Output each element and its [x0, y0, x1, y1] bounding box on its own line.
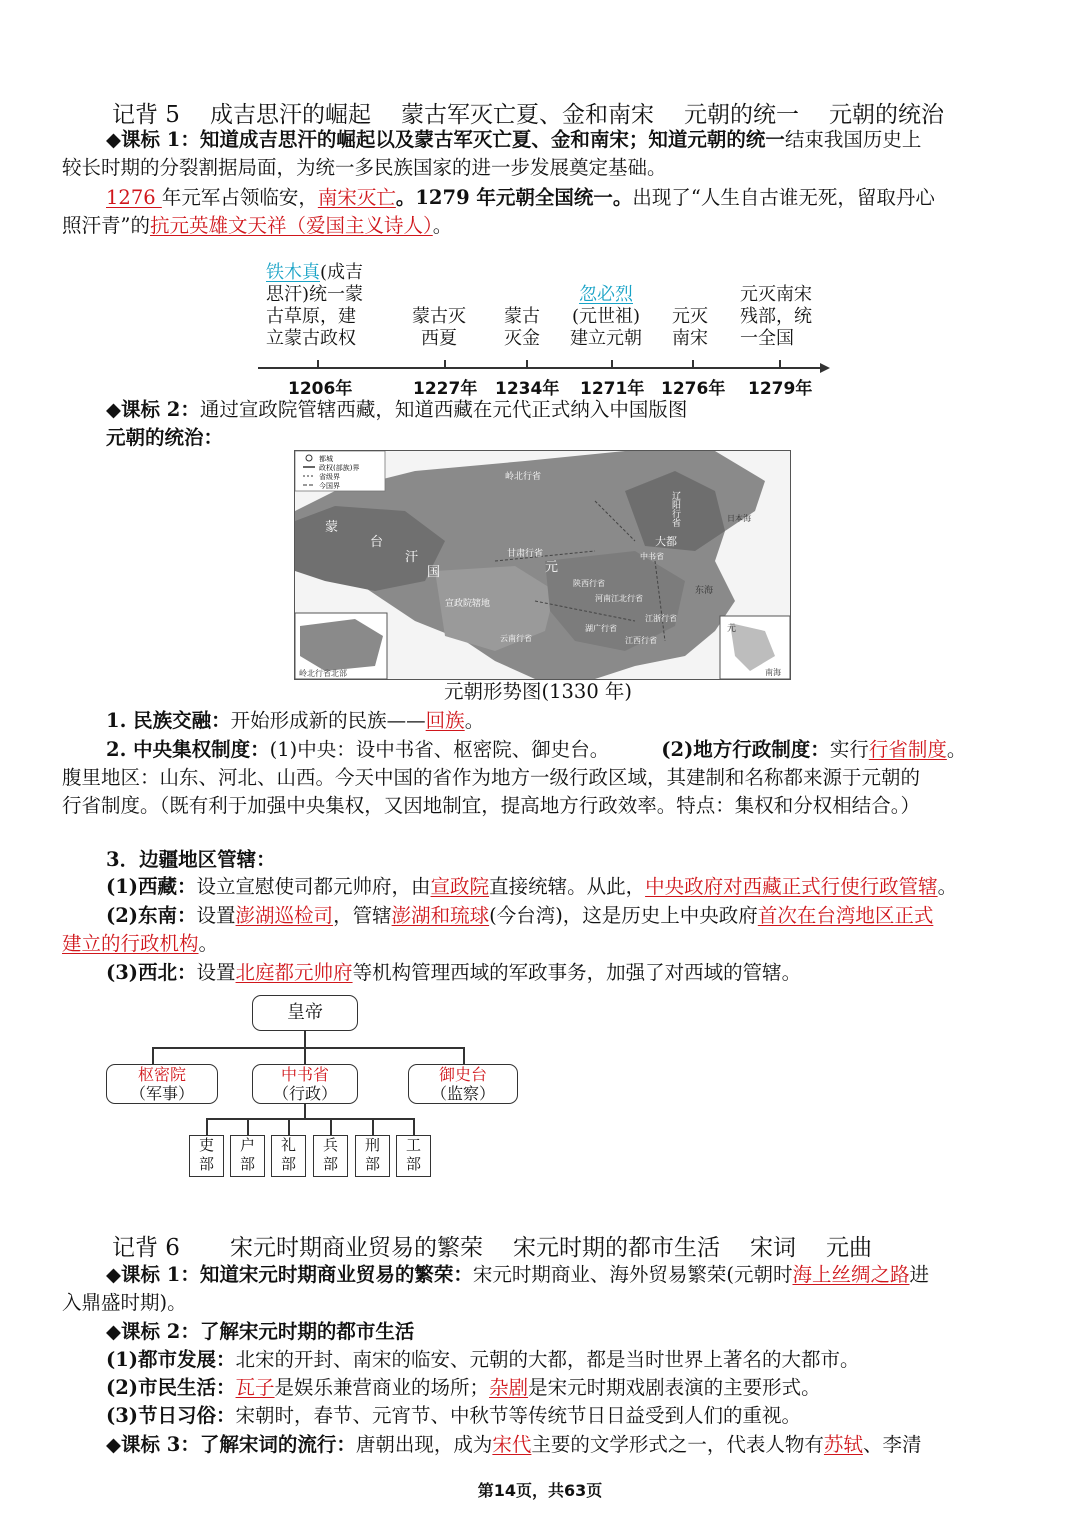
frontier-southeast-line2: [62, 930, 218, 958]
event-text: 灭金: [504, 328, 540, 349]
map-label: 陕西行省: [573, 579, 605, 588]
org-role: （监察）: [430, 1084, 495, 1103]
rule-heading: 元朝的统治：: [106, 426, 224, 449]
text: 进: [909, 1263, 930, 1286]
text: 出现了“人生自古谁无死，留取丹心: [632, 186, 935, 209]
org-zhongshu: [252, 1064, 358, 1104]
standard-label: ◆课标 1：: [106, 1263, 200, 1286]
highlight-su-shi: 苏轼: [823, 1433, 863, 1456]
map-label: 湖广行省: [585, 624, 617, 633]
section5-title-part: 成吉思汗的崛起: [209, 102, 371, 128]
map-label: 江浙行省: [645, 614, 677, 623]
map-label: 南海: [765, 668, 781, 677]
item-centralization-line3: 行省制度。（既有利于加强中央集权，又因地制宜，提高地方行政效率。特点：集权和分权相结合。）: [62, 794, 921, 817]
highlight-maritime-silk-road: 海上丝绸之路: [792, 1263, 910, 1286]
temujin-name: 铁木真: [266, 262, 320, 283]
text: 照汗青”的: [62, 214, 150, 237]
dept-char: 部: [364, 1155, 380, 1173]
highlight-song-dynasty: 宋代: [492, 1433, 532, 1456]
s6-standard-1: [106, 1261, 929, 1289]
standard-2: [106, 396, 687, 424]
s6-life: [106, 1374, 821, 1402]
text: 设置: [196, 961, 236, 984]
text: 宋元时期商业、海外贸易繁荣(元朝时: [472, 1263, 793, 1286]
org-label: 枢密院: [137, 1065, 186, 1084]
dept-char: 刑: [364, 1136, 380, 1154]
timeline-year: 1276年: [661, 379, 726, 399]
dept-char: 部: [322, 1155, 338, 1173]
text-bold: 了解宋词的流行：: [199, 1433, 356, 1456]
event-text: 建立元朝: [570, 328, 642, 349]
text: 。: [198, 932, 219, 955]
text: ，管辖: [333, 904, 392, 927]
map-caption: 元朝形势图(1330 年): [444, 680, 633, 703]
text: 开始形成新的民族——: [230, 709, 426, 732]
standard-label: ◆课标 3：: [106, 1433, 200, 1456]
standard-label: ◆课标 2：: [106, 398, 200, 421]
text: (1)中央：设中书省、枢密院、御史台。: [269, 738, 610, 761]
highlight-admin-body: 建立的行政机构: [62, 932, 199, 955]
section6-title: [112, 1229, 872, 1262]
standard-text-rest: 结束我国历史上: [784, 128, 922, 151]
text-bold: 知道宋元时期商业贸易的繁荣：: [199, 1263, 473, 1286]
highlight-penghu-liuqiu: 澎湖和琉球: [391, 904, 490, 927]
timeline-year: 1271年: [580, 379, 645, 399]
item-label: (1)都市发展：: [106, 1348, 236, 1371]
dept-li-personnel: [189, 1135, 224, 1177]
org-connector: [413, 1118, 415, 1135]
text: 是娱乐兼营商业的场所；: [274, 1376, 490, 1399]
text: 。: [937, 875, 958, 898]
timeline-year: 1206年: [288, 379, 353, 399]
org-connector: [152, 1047, 154, 1065]
dept-char: 工: [405, 1136, 421, 1154]
standard-text: 知道成吉思汗的崛起以及蒙古军灭亡夏、金和南宋；知道元朝的统一: [199, 128, 785, 151]
map-label: 中书省: [640, 552, 664, 561]
org-connector: [206, 1118, 414, 1120]
map-label: 云南行省: [500, 634, 532, 643]
dept-gong-works: [396, 1135, 431, 1177]
text: 直接统辖。从此，: [489, 875, 646, 898]
timeline-year: 1227年: [413, 379, 478, 399]
section5-title-prefix: 记背 5: [112, 102, 180, 128]
dept-char: 部: [280, 1155, 296, 1173]
map-label: 宣政院辖地: [445, 599, 491, 609]
dept-char: 部: [405, 1155, 421, 1173]
map-label: 河南江北行省: [595, 594, 643, 603]
item-label: 2. 中央集权制度：: [106, 738, 270, 761]
highlight-tibet-admin: 中央政府对西藏正式行使行政管辖: [645, 875, 938, 898]
text: 宋朝时，春节、元宵节、中秋节等传统节日日益受到人们的重视。: [235, 1404, 802, 1427]
dept-bing-war: [313, 1135, 348, 1177]
highlight-year: 1276: [106, 186, 162, 209]
timeline-year: 1279年: [748, 379, 813, 399]
map-legend: 今国界: [319, 482, 340, 490]
org-connector: [304, 1047, 306, 1065]
item-centralization: [106, 736, 966, 764]
standard-label: ◆课标 2：: [106, 1320, 200, 1343]
item-ethnic-fusion: [106, 707, 484, 735]
org-connector: [247, 1118, 249, 1135]
section5-title-part: 元朝的统一: [683, 102, 799, 128]
s6-standard-1-line2: 入鼎盛时期)。: [62, 1291, 187, 1314]
frontier-northwest: [106, 959, 801, 987]
text: (今台湾)，这是历史上中央政府: [489, 904, 758, 927]
map-legend: 政权(部族)界: [319, 464, 360, 472]
org-connector: [330, 1118, 332, 1135]
map-label: 辽阳行省: [670, 491, 680, 527]
highlight-xuanzheng: 宣政院: [430, 875, 490, 898]
item-label: (2)市民生活：: [106, 1376, 236, 1399]
text: 实行: [829, 738, 869, 761]
highlight-zaju: 杂剧: [489, 1376, 529, 1399]
map-legend: 都城: [319, 455, 333, 463]
event-text: (元世祖): [571, 306, 641, 327]
map-drawing: [295, 451, 790, 679]
map-label: 大都: [655, 535, 677, 548]
standard-1-line2: 较长时期的分裂割据局面，为统一多民族国家的进一步发展奠定基础。: [62, 156, 667, 179]
text: 。: [432, 214, 453, 237]
highlight-song-fall: 南宋灭亡: [317, 186, 396, 209]
org-connector: [288, 1118, 290, 1135]
standard-text: 了解宋元时期的都市生活: [199, 1320, 415, 1343]
highlight-beiting: 北庭都元帅府: [235, 961, 353, 984]
map-label: 蒙: [325, 520, 339, 535]
event-text: 一全国: [740, 328, 794, 349]
map-label: 日本海: [727, 514, 751, 523]
map-label: 台: [370, 535, 384, 550]
text: 。: [464, 709, 485, 732]
event-text: 蒙古灭: [412, 306, 466, 327]
event-text: 蒙古: [504, 306, 540, 327]
org-role: （行政）: [272, 1084, 337, 1103]
timeline-axis: [0, 0, 1080, 400]
s6-standard-3: [106, 1431, 921, 1459]
dept-char: 礼: [280, 1136, 296, 1154]
event-text: 立蒙古政权: [266, 328, 356, 349]
page-footer: 第14页，共63页: [477, 1481, 603, 1500]
text-bold: 。1279 年元朝全国统一。: [395, 186, 633, 209]
map-label: 国: [427, 565, 441, 580]
item-frontier: 3．边疆地区管辖：: [106, 848, 276, 871]
org-label: 御史台: [438, 1065, 487, 1084]
org-connector: [304, 1103, 306, 1119]
s6-city: [106, 1346, 860, 1374]
item-label: (3)节日习俗：: [106, 1404, 236, 1427]
highlight-wen-tianxiang: 抗元英雄文天祥（爱国主义诗人）: [149, 214, 433, 237]
map-label: 元: [727, 624, 737, 634]
map-label: 岭北行省: [505, 472, 542, 482]
yuan-dynasty-map: [294, 450, 791, 680]
standard-text: 通过宣政院管辖西藏，知道西藏在元代正式纳入中国版图: [199, 398, 688, 421]
event-text: 南宋: [672, 328, 708, 349]
dept-char: 户: [239, 1136, 255, 1154]
s6-standard-2: [106, 1318, 414, 1346]
text: 、李清: [862, 1433, 922, 1456]
org-connector: [304, 1030, 306, 1048]
item-centralization-line2: 腹里地区：山东、河北、山西。今天中国的省作为地方一级行政区域，其建制和名称都来源于元朝的: [62, 766, 921, 789]
section6-title-part: 宋词: [749, 1235, 796, 1261]
dept-char: 部: [239, 1155, 255, 1173]
text: 设立宣慰使司都元帅府，由: [196, 875, 431, 898]
text: 等机构管理西域的军政事务，加强了对西域的管辖。: [352, 961, 802, 984]
highlight-hui: 回族: [425, 709, 465, 732]
dept-char: 吏: [198, 1136, 214, 1154]
dept-char: 部: [198, 1155, 214, 1173]
s6-festival: [106, 1402, 801, 1430]
text: 。: [946, 738, 967, 761]
org-connector: [463, 1047, 465, 1065]
text: 主要的文学形式之一，代表人物有: [531, 1433, 824, 1456]
org-connector: [152, 1047, 464, 1049]
frontier-tibet: [106, 873, 957, 901]
item-label: (1)西藏：: [106, 875, 197, 898]
map-label: 岭北行省北部: [299, 669, 347, 678]
org-connector: [206, 1118, 208, 1135]
map-label: 甘肃行省: [507, 549, 544, 559]
timeline-year: 1234年: [495, 379, 560, 399]
event-text: 残部，统: [740, 306, 812, 327]
item-label: (2)东南：: [106, 904, 197, 927]
org-emperor: [252, 995, 358, 1031]
highlight-wazi: 瓦子: [235, 1376, 275, 1399]
section5-title-part: 元朝的统治: [828, 102, 944, 128]
text: 年元军占领临安，: [161, 186, 318, 209]
text: 北宋的开封、南宋的临安、元朝的大都，都是当时世界上著名的大都市。: [235, 1348, 860, 1371]
dept-xing-justice: [355, 1135, 390, 1177]
text: 是宋元时期戏剧表演的主要形式。: [528, 1376, 821, 1399]
standard-label: ◆课标 1：: [106, 128, 200, 151]
section6-title-part: 元曲: [825, 1235, 872, 1261]
highlight-taiwan-first: 首次在台湾地区正式: [757, 904, 934, 927]
map-label: 元: [545, 560, 559, 575]
org-label: 中书省: [280, 1065, 329, 1084]
section6-title-part: 宋元时期的都市生活: [512, 1235, 720, 1261]
map-legend: 省级界: [319, 473, 340, 481]
text: 设置: [196, 904, 236, 927]
event-text: (成吉: [320, 262, 364, 283]
org-connector: [372, 1118, 374, 1135]
event-text: 思汗)统一蒙: [266, 284, 364, 305]
frontier-southeast: [106, 902, 933, 930]
dept-li-rites: [271, 1135, 306, 1177]
event-text: 古草原，建: [266, 306, 356, 327]
section6-title-prefix: 记背 6: [112, 1235, 180, 1261]
text-bold: (2)地方行政制度：: [661, 738, 830, 761]
org-label: 皇帝: [287, 1002, 323, 1023]
map-label: 汗: [405, 550, 419, 565]
item-label: 1. 民族交融：: [106, 709, 231, 732]
item-label: (3)西北：: [106, 961, 197, 984]
section5-title-part: 蒙古军灭亡夏、金和南宋: [400, 102, 654, 128]
highlight-province-system: 行省制度: [868, 738, 947, 761]
map-label: 东海: [695, 586, 714, 596]
text: 唐朝出现，成为: [355, 1433, 493, 1456]
dept-char: 兵: [322, 1136, 338, 1154]
event-text: 元灭南宋: [740, 284, 812, 305]
org-shumiyuan: [106, 1064, 218, 1104]
highlight-penghu-office: 澎湖巡检司: [235, 904, 334, 927]
event-text: 元灭: [672, 306, 708, 327]
org-yushitai: [408, 1064, 518, 1104]
section6-title-part: 宋元时期商业贸易的繁荣: [229, 1235, 483, 1261]
event-text: 西夏: [421, 328, 457, 349]
kublai-name: 忽必烈: [579, 284, 633, 305]
dept-hu-revenue: [230, 1135, 265, 1177]
map-label: 江西行省: [625, 636, 657, 645]
org-role: （军事）: [129, 1084, 194, 1103]
